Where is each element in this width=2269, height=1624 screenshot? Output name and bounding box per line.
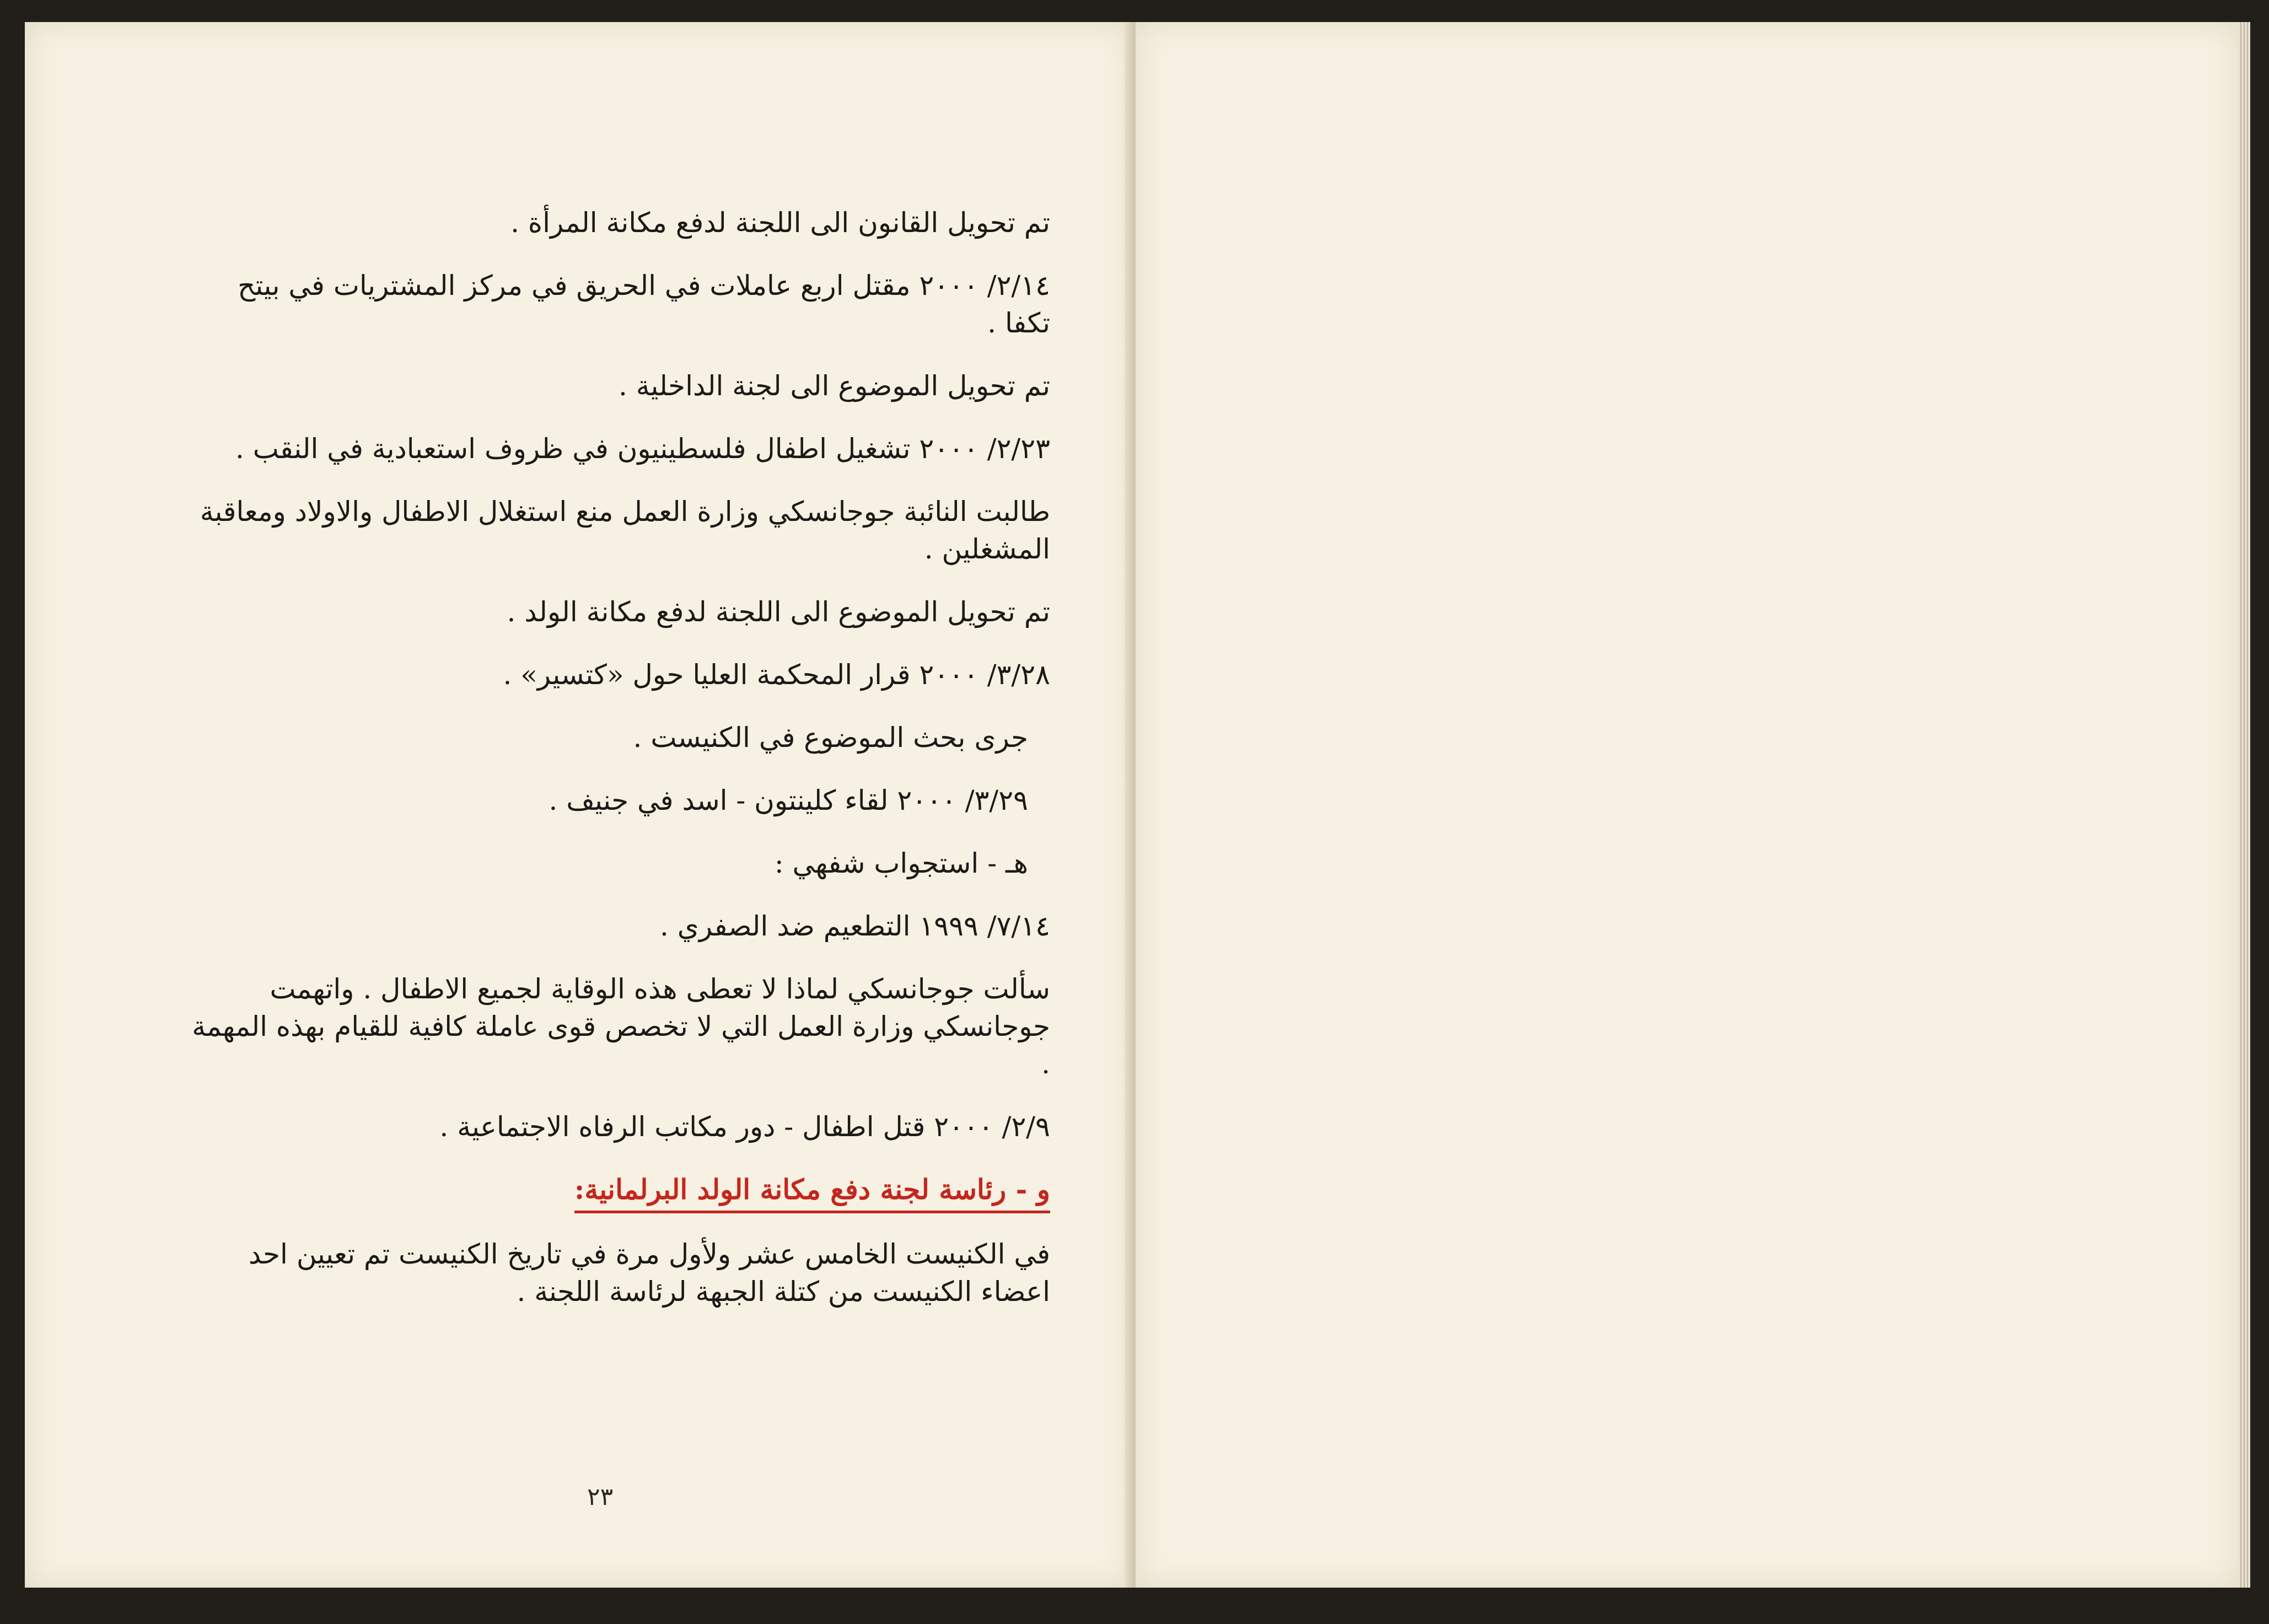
left-page-text	[190, 204, 1050, 1336]
page-stack-edge	[2238, 22, 2250, 1588]
left-para-4: ٢/٢٣/ ٢٠٠٠ تشغيل اطفال فلسطينيون في ظروف استعبادية في النقب .	[235, 433, 1050, 465]
left-para-10: هـ - استجواب شفهي :	[774, 847, 1028, 879]
left-para-5: طالبت النائبة جوجانسكي وزارة العمل منع استغلال الاطفال والاولاد ومعاقبة المشغلين .	[200, 496, 1050, 565]
left-para-1: تم تحويل القانون الى اللجنة لدفع مكانة المرأة .	[510, 207, 1050, 239]
left-para-2: ٢/١٤/ ٢٠٠٠ مقتل اربع عاملات في الحريق في مركز المشتريات في بيتح تكفا .	[238, 270, 1050, 339]
page-number-left: ٢٣	[587, 1483, 614, 1511]
left-para-8: جرى بحث الموضوع في الكنيست .	[633, 722, 1028, 754]
right-page	[1136, 22, 2238, 1588]
section-heading: و - رئاسة لجنة دفع مكانة الولد البرلمانية:	[574, 1171, 1050, 1213]
left-para-13: ٢/٩/ ٢٠٠٠ قتل اطفال - دور مكاتب الرفاه الاجتماعية .	[439, 1111, 1050, 1143]
left-para-9: ٣/٢٩/ ٢٠٠٠ لقاء كلينتون - اسد في جنيف .	[549, 784, 1028, 816]
left-para-3: تم تحويل الموضوع الى لجنة الداخلية .	[618, 370, 1050, 402]
left-para-6: تم تحويل الموضوع الى اللجنة لدفع مكانة الولد .	[507, 596, 1050, 628]
left-closing-para: في الكنيست الخامس عشر ولأول مرة في تاريخ الكنيست تم تعيين احد اعضاء الكنيست من كتلة الجبهة لرئاسة اللجنة .	[248, 1238, 1050, 1308]
left-para-12: سألت جوجانسكي لماذا لا تعطى هذه الوقاية لجميع الاطفال . واتهمت جوجانسكي وزارة العمل التي لا تخصص قوى عاملة كافية للقيام بهذه المهمة .	[192, 973, 1050, 1080]
left-para-11: ٧/١٤/ ١٩٩٩ التطعيم ضد الصفري .	[660, 910, 1050, 942]
section-heading-wrapper	[190, 1171, 1050, 1235]
left-para-7: ٣/٢٨/ ٢٠٠٠ قرار المحكمة العليا حول «كتسير» .	[503, 659, 1050, 691]
left-page	[25, 22, 1133, 1588]
